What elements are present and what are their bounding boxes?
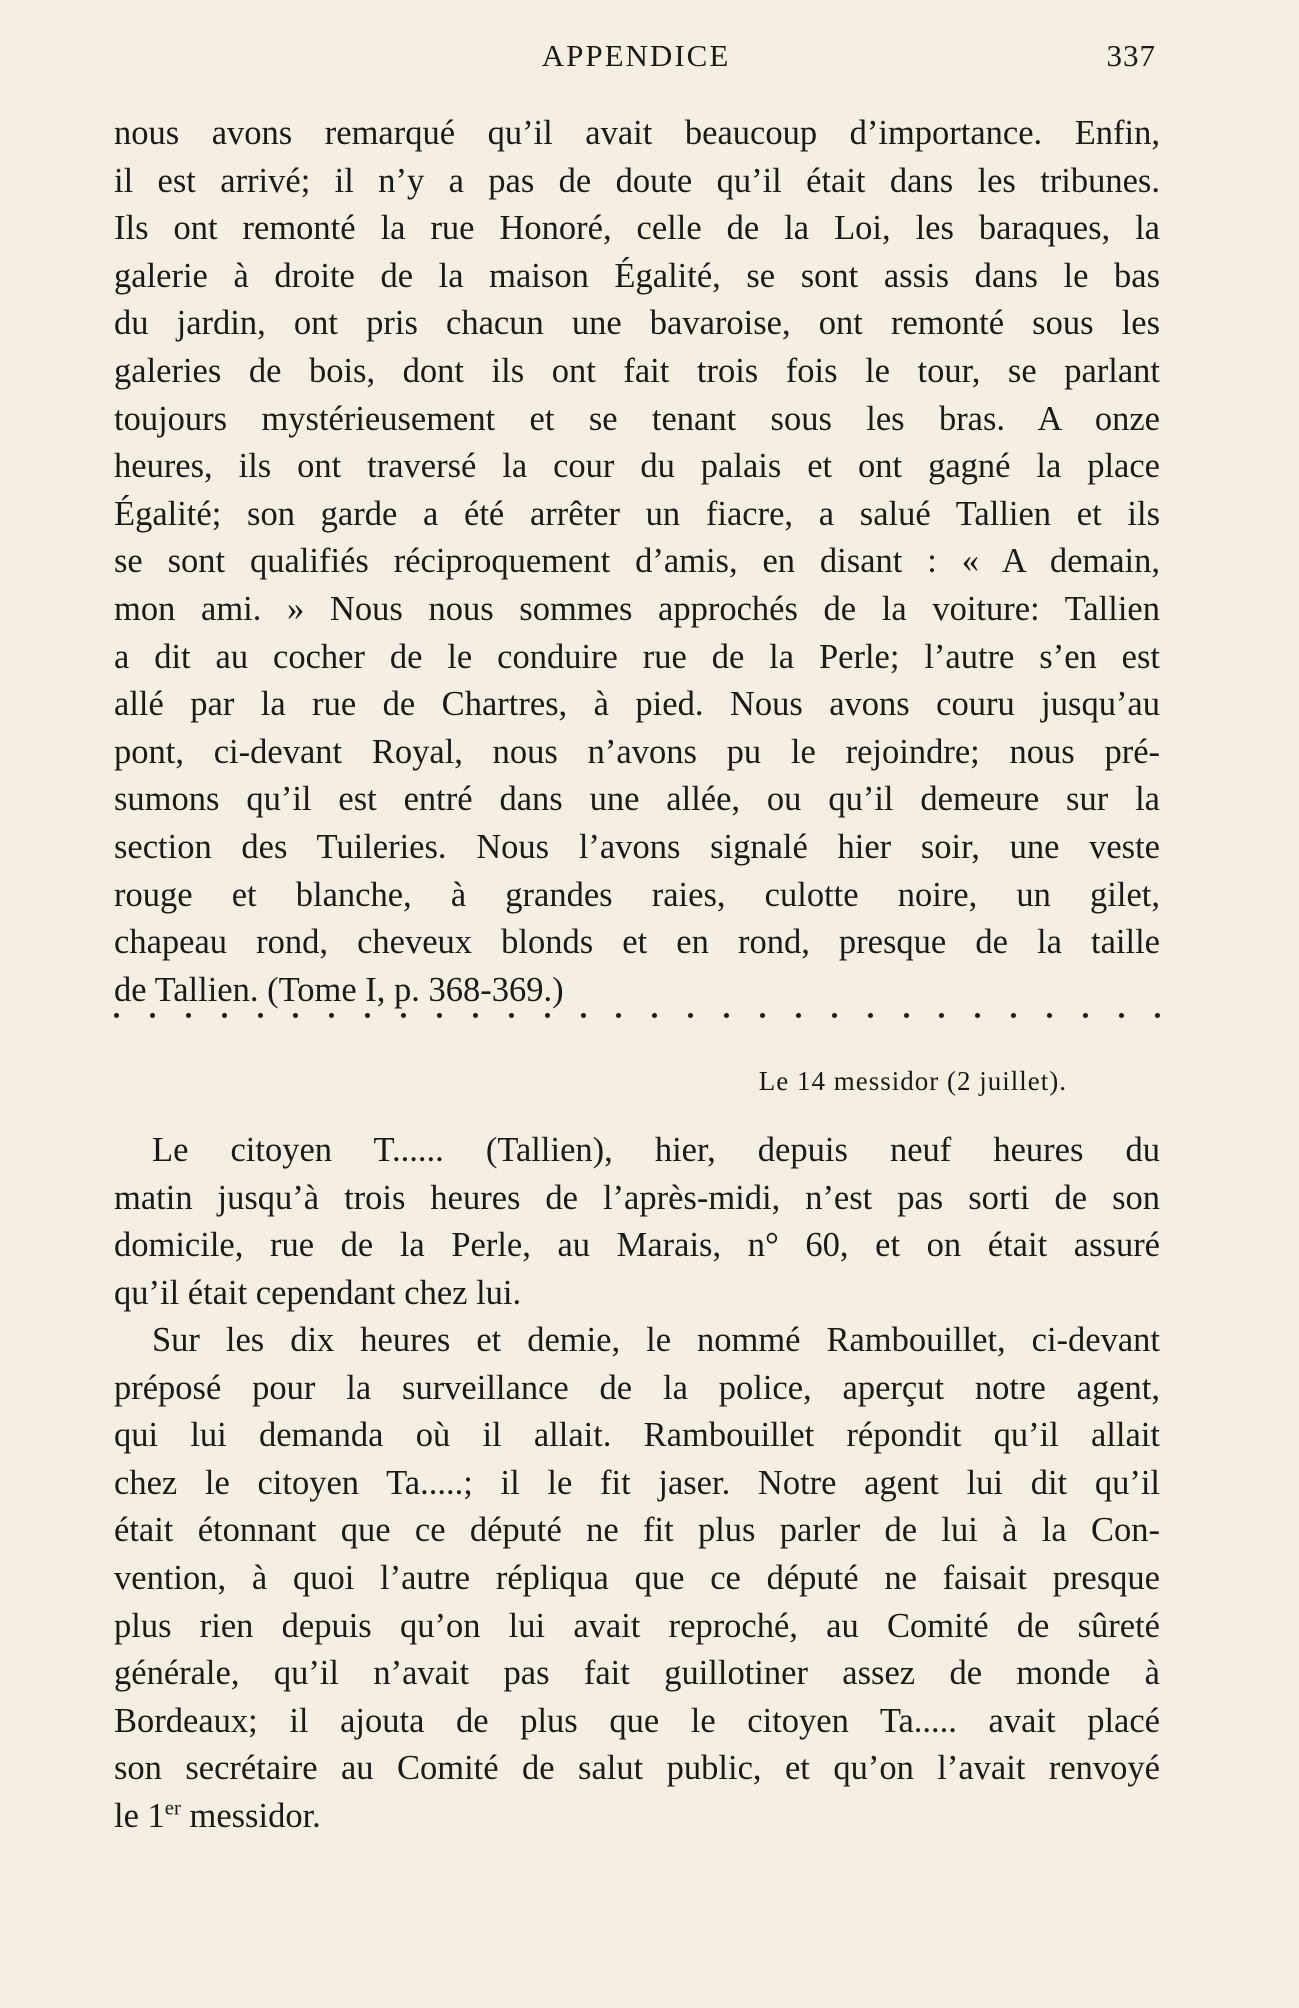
text-line: vention, à quoi l’autre répliqua que ce député ne faisait presque: [114, 1558, 1160, 1597]
separator-dot: [832, 1013, 837, 1018]
dateline: Le 14 messidor (2 juillet).: [758, 1066, 1067, 1096]
text-fragment: le 1: [114, 1796, 165, 1835]
text-line: qu’il était cependant chez lui.: [114, 1273, 522, 1312]
separator-dot: [975, 1013, 980, 1018]
separator-dot: [114, 1013, 119, 1018]
separator-dot: [222, 1013, 227, 1018]
separator-dot: [329, 1013, 334, 1018]
separator-dot: [760, 1013, 765, 1018]
separator-dot: [688, 1013, 693, 1018]
running-title: APPENDICE: [541, 38, 731, 73]
separator-dot: [724, 1013, 729, 1018]
separator-dot: [150, 1013, 155, 1018]
text-line: galerie à droite de la maison Égalité, se sont assis dans le bas: [114, 256, 1160, 295]
text-line: chapeau rond, cheveux blonds et en rond, presque de la taille: [114, 923, 1160, 962]
text-line: Bordeaux; il ajouta de plus que le citoyen Ta..... avait placé: [114, 1701, 1160, 1740]
text-line: Ils ont remonté la rue Honoré, celle de la Loi, les baraques, la: [114, 209, 1160, 248]
page-number: 337: [1106, 38, 1156, 73]
separator-dot: [796, 1013, 801, 1018]
running-head: [116, 38, 1156, 78]
text-line: du jardin, ont pris chacun une bavaroise, ont remonté sous les: [114, 304, 1160, 343]
text-line: sumons qu’il est entré dans une allée, ou qu’il demeure sur la: [114, 780, 1160, 819]
text-line: nous avons remarqué qu’il avait beaucoup d’importance. Enfin,: [114, 114, 1160, 152]
text-line: domicile, rue de la Perle, au Marais, n° 60, et on était assuré: [114, 1226, 1160, 1265]
text-line: allé par la rue de Chartres, à pied. Nous avons couru jusqu’au: [114, 685, 1160, 724]
text-line: de Tallien. (Tome I, p. 368-369.): [114, 970, 564, 1009]
separator-dot: [1047, 1013, 1052, 1018]
separator-dot: [186, 1013, 191, 1018]
text-line: son secrétaire au Comité de salut public, et qu’on l’avait renvoyé: [114, 1749, 1160, 1788]
text-line: pont, ci-devant Royal, nous n’avons pu le rejoindre; nous pré-: [114, 732, 1160, 771]
text-line: Sur les dix heures et demie, le nommé Rambouillet, ci-devant: [152, 1321, 1160, 1359]
ellipsis-separator: [114, 1000, 1160, 1030]
paragraph-continued: [114, 110, 1160, 1014]
separator-dot: [868, 1013, 873, 1018]
separator-dot: [652, 1013, 657, 1018]
separator-dot: [509, 1013, 514, 1018]
text-line: heures, ils ont traversé la cour du palais et ont gagné la place: [114, 447, 1160, 486]
separator-dot: [1011, 1013, 1016, 1018]
separator-dot: [1155, 1013, 1160, 1018]
paragraph-rambouillet: [114, 1317, 1160, 1841]
text-line: Le citoyen T...... (Tallien), hier, depuis neuf heures du: [152, 1131, 1160, 1169]
text-line: Égalité; son garde a été arrêter un fiacre, a salué Tallien et ils: [114, 494, 1160, 533]
text-line: section des Tuileries. Nous l’avons signalé hier soir, une veste: [114, 827, 1160, 866]
text-line: qui lui demanda où il allait. Rambouillet répondit qu’il allait: [114, 1416, 1160, 1455]
separator-dot: [1119, 1013, 1124, 1018]
separator-dot: [401, 1013, 406, 1018]
separator-dot: [581, 1013, 586, 1018]
separator-dot: [437, 1013, 442, 1018]
paragraph-tallien-domicile: [114, 1127, 1160, 1317]
separator-dot: [258, 1013, 263, 1018]
text-line: toujours mystérieusement et se tenant sous les bras. A onze: [114, 399, 1160, 438]
superscript: er: [164, 1797, 181, 1820]
text-line: préposé pour la surveillance de la police, aperçut notre agent,: [114, 1368, 1160, 1407]
text-line: générale, qu’il n’avait pas fait guillotiner assez de monde à: [114, 1654, 1160, 1693]
separator-dot: [293, 1013, 298, 1018]
separator-dot: [545, 1013, 550, 1018]
text-line: a dit au cocher de le conduire rue de la Perle; l’autre s’en est: [114, 637, 1160, 676]
text-line: [114, 1793, 1160, 1841]
separator-dot: [1083, 1013, 1088, 1018]
separator-dot: [939, 1013, 944, 1018]
text-line: était étonnant que ce député ne fit plus parler de lui à la Con-: [114, 1511, 1160, 1550]
text-line: rouge et blanche, à grandes raies, culotte noire, un gilet,: [114, 875, 1160, 914]
text-line: galeries de bois, dont ils ont fait trois fois le tour, se parlant: [114, 351, 1160, 390]
text-line: mon ami. » Nous nous sommes approchés de la voiture: Tallien: [114, 589, 1160, 628]
text-line: il est arrivé; il n’y a pas de doute qu’il était dans les tribunes.: [114, 161, 1160, 200]
separator-dot: [365, 1013, 370, 1018]
text-line: chez le citoyen Ta.....; il le fit jaser. Notre agent lui dit qu’il: [114, 1463, 1160, 1502]
text-line: se sont qualifiés réciproquement d’amis, en disant : « A demain,: [114, 542, 1160, 581]
separator-dot: [473, 1013, 478, 1018]
separator-dot: [904, 1013, 909, 1018]
text-line: plus rien depuis qu’on lui avait reproché, au Comité de sûreté: [114, 1606, 1160, 1645]
text-fragment: messidor.: [180, 1796, 321, 1835]
text-line: matin jusqu’à trois heures de l’après-midi, n’est pas sorti de son: [114, 1178, 1160, 1217]
separator-dot: [616, 1013, 621, 1018]
